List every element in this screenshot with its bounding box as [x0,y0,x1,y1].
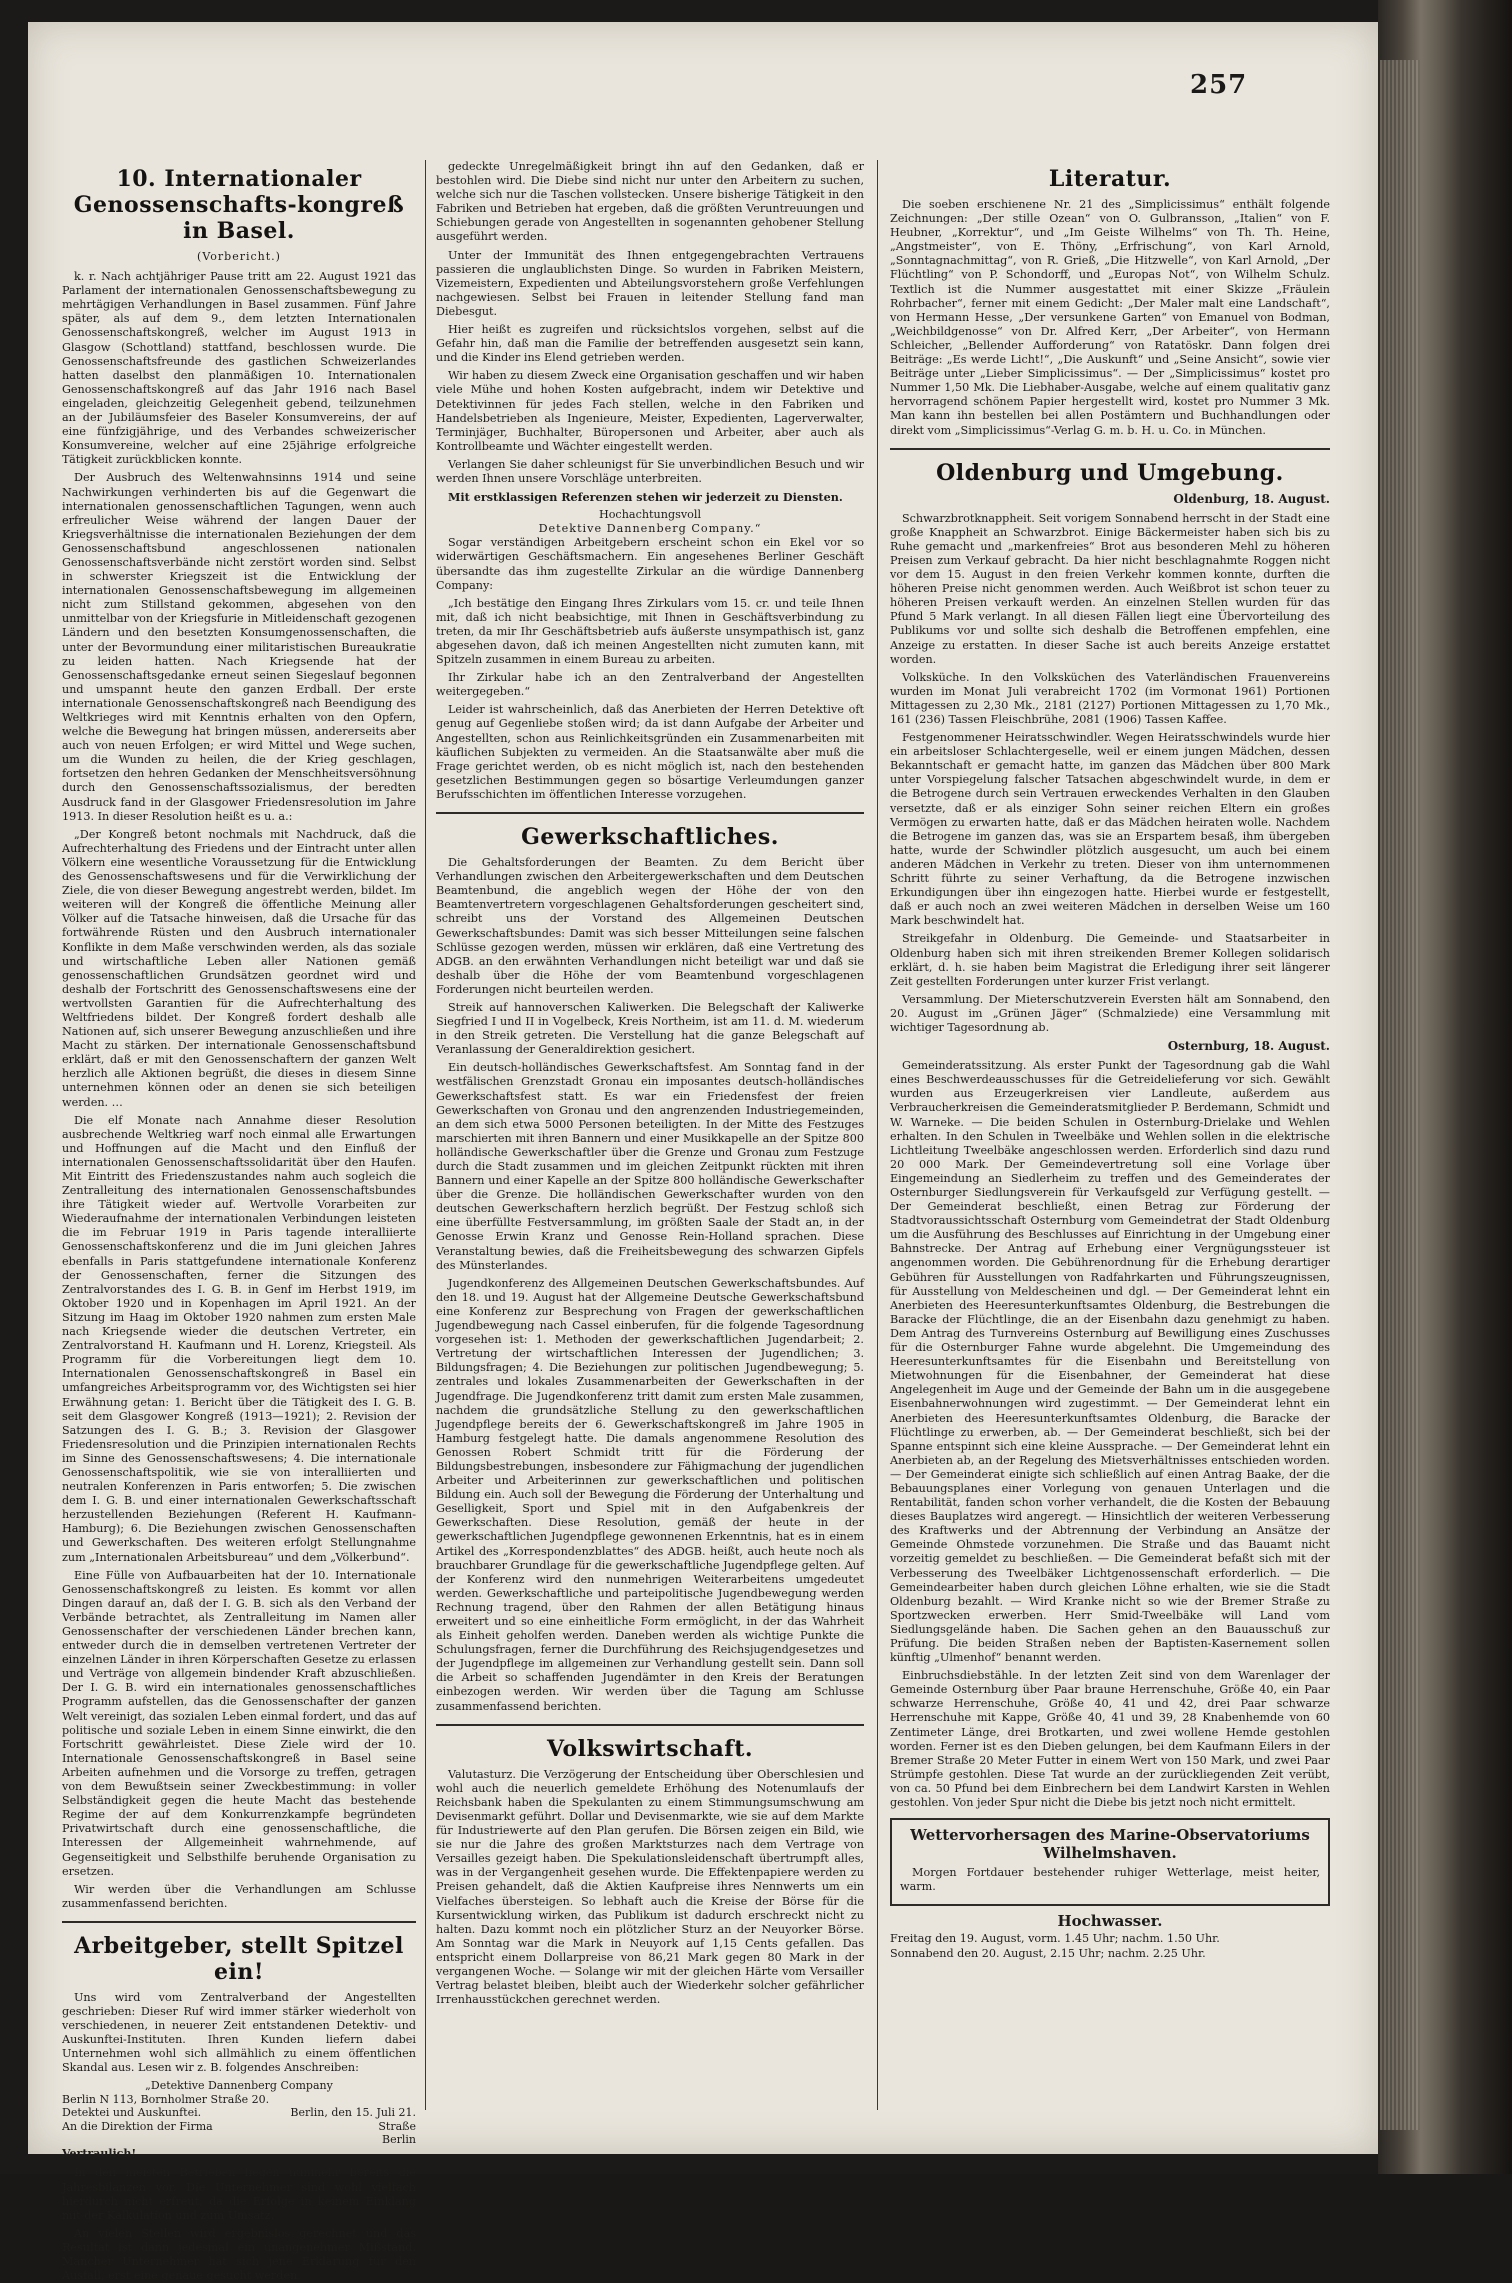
paragraph: „Der Kongreß betont nochmals mit Nachdruck, daß die Aufrechterhaltung des Friedens und der Eintracht unter allen Völkern eine wesentliche Voraussetzung für die Entwicklung des Genossenschaftswesens und für die Verwirklichung der Ziele, die von dieser Bewegung angestrebt werden, bildet. Im weiteren will der Kongreß die öffentliche Meinung aller Völker auf die Tatsache hinweisen, daß die Ursache für das fortwährende Rüsten und den Ausbruch internationaler Konflikte in dem Maße verschwinden werden, als das soziale und wirtschaftliche Leben aller Nationen gemäß genossenschaftlichen Grundsätzen geordnet wird und deshalb der Fortschritt des Genossenschaftswesens eine der wertvollsten Garantien für die Aufrechterhaltung des Weltfriedens bildet. Der Kongreß fordert deshalb alle Nationen auf, sich unserer Bewegung anzuschließen und ihre Macht zu stärken. Der internationale Genossenschaftsbund erklärt, daß er mit den Genossenschaftern der ganzen Welt herzlich alle Aktionen begrüßt, die dieses in diesem Sinne unternehmen können oder an denen sie sich beteiligen werden. … [62,827,416,1109]
paragraph: Einbruchsdiebstähle. In der letzten Zeit sind von dem Warenlager der Gemeinde Osternburg über Paar braune Herrenschuhe, Größe 40, ein Paar schwarze Herrenschuhe, Größe 40, 41 und 42, drei Paar schwarze Herrenschuhe mit Kappe, Größe 40, 41 und 39, 28 Knabenhemde von 60 Zentimeter Länge, drei Brotkarten, und zwei wollene Hemde gestohlen worden. Ferner ist es den Dieben gelungen, bei dem Kaufmann Eilers in der Bremer Straße 20 Meter Futter in einem Wert von 150 Mark, und zwei Paar Strümpfe gestohlen. Diese Tat wurde an der zurückliegenden Zeit verübt, von ca. 50 Pfund bei dem Einbrechern bei dem Landwirt Karsten in Wehlen gestohlen. Von jeder Spur nicht die Diebe bis jetzt noch nicht ermittelt. [890,1669,1330,1810]
paragraph: An vielen Stellen wird ergebnislos gerechnet und das Resultat ist dann jedesmal ein unangenehmer Mißstand. Mancher Unternehmer hat sich jene Erklärung für den Ausfall, erst eine genaue gesucht werden. [62,2226,416,2283]
letter-recipient: An die Direktion der Firma [62,2119,213,2133]
page-edges [1380,60,1420,2130]
paragraph: Ihr Zirkular habe ich an den Zentralverband der Angestellten weitergegeben.“ [436,671,864,699]
dateline: Osternburg, 18. August. [1167,1039,1330,1054]
paragraph: Schwarzbrotknappheit. Seit vorigem Sonnabend herrscht in der Stadt eine große Knappheit an Schwarzbrot. Einige Bäckermeister haben sich bis zu Ruhe gemacht und „markenfreies“ Brot aus besonderen Mehl zu höheren Preisen zum Verkauf gebracht. Da hier nicht beschlagnahmte Roggen nicht vor dem 15. August in den freien Verkehr kommen konnte, durften die höheren Preise nicht genommen werden. Auch Weißbrot ist schon teuer zu höheren Preisen verkauft werden. An einzelnen Stellen wurden für das Pfund 5 Mark verlangt. In all diesen Fällen liegt eine Übervorteilung des Publikums vor und sollte sich deshalb die Betroffenen empfehlen, eine Anzeige zu erstatten. In dieser Sache ist auch bereits Anzeige erstattet worden. [890,511,1330,666]
column-middle [436,160,864,2120]
section-divider [890,448,1330,450]
tide-line: Freitag den 19. August, vorm. 1.45 Uhr; nachm. 1.50 Uhr. [890,1932,1220,1946]
section-divider [436,1724,864,1726]
letter-city: Berlin [382,2133,416,2147]
paragraph: Streikgefahr in Oldenburg. Die Gemeinde- und Staatsarbeiter in Oldenburg haben sich mit ihren streikenden Bremer Kollegen solidarisch erklärt, d. h. sie haben beim Magistrat die Erledigung ihrer seit längerer Zeit gestellten Forderungen unter kurzer Frist verlangt. [890,932,1330,988]
weather-text: Morgen Fortdauer bestehender ruhiger Wetterlage, meist heiter, warm. [900,1866,1320,1894]
column-left [62,160,416,2283]
paragraph: Streik auf hannoverschen Kaliwerken. Die Belegschaft der Kaliwerke Siegfried I und II in Vogelbeck, Kreis Northeim, ist am 11. d. M. wiederum in den Streik getreten. Die Verstellung hat die ganze Belegschaft auf Veranlassung der Generaldirektion gesichert. [436,1000,864,1057]
paragraph: Ein deutsch-holländisches Gewerkschaftsfest. Am Sonntag fand in der westfälischen Grenzstadt Gronau ein imposantes deutsch-holländisches Gewerkschaftsfest statt. Es war ein Friedensfest der freien Gewerkschaften von Gronau und den angrenzenden Industriegemeinden, an dem sich etwa 5000 Personen beteiligten. In der Mitte des Festzuges marschierten mit ihren Bannern und einer Musikkapelle an der Spitze 800 holländische Gewerkschaftler über die Grenze und Gronau zum Festzuge durch die Stadt zusammen und im gleichen Zeitpunkt rückten mit ihren Bannern und einer Kapelle an der Spitze 800 holländische Gewerkschafter über die Grenze. Die holländischen Gewerkschafter wurden von den deutschen Gewerkschaftern herzlich begrüßt. Der Festzug schloß sich eine überfüllte Festversammlung, im größten Saale der Stadt an, in der Genosse Erwin Kranz und Genosse Rein-Holland sprachen. Diese Veranstaltung bewies, daß die Freiheitsbewegung des schwarzen Gipfels des Münsterlandes. [436,1061,864,1272]
column-rule [877,160,878,2110]
paragraph: Volksküche. In den Volksküchen des Vaterländischen Frauenvereins wurden im Monat Juli verabreicht 1702 (im Vormonat 1961) Portionen Mittagessen zu 2,30 Mk., 2181 (2127) Portionen Mittagessen zu 1,70 Mk., 161 (236) Tassen Fleischbrühe, 2081 (1906) Tassen Kaffee. [890,670,1330,726]
paragraph: Die soeben erschienene Nr. 21 des „Simplicissimus“ enthält folgende Zeichnungen: „Der stille Ozean“ von O. Gulbransson, „Italien“ von F. Heubner, „Korrektur“, und „Im Geiste Wilhelms“ von Th. Th. Heine, „Angstmeister“, von E. Thöny, „Erfrischung“, von Karl Arnold, „Sonntagnachmittag“, von R. Grieß, „Die Hitzwelle“, von Karl Arnold, „Der Flüchtling“ von P. Schondorff, und „Europas Not“, von Wilhelm Schulz. Textlich ist die Nummer ausgestattet mit einer Skizze „Fräulein Rohrbacher“, ferner mit einem Gedicht: „Der Maler malt eine Landschaft“, von Hermann Hesse, „Der versunkene Garten“ von Emanuel von Bodman, „Weichbildgenosse“ von Dr. Alfred Kerr, „Der Arbeiter“, von Hermann Schleicher, „Bellender Aufforderung“ von Ratatöskr. Dann folgen drei Beiträge: „Es werde Licht!“, „Die Auskunft“ und „Seine Ansicht“, sowie vier Beiträge unter „Lieber Simplicissimus“. — Der „Simplicissimus“ kostet pro Nummer 1,50 Mk. Die Liebhaber-Ausgabe, welche auf einem qualitativ ganz hervorragend schönem Papier hergestellt wird, kostet pro Nummer 3 Mk. Man kann ihn bestellen bei allen Postämtern und Buchhandlungen oder direkt vom „Simplicissimus“-Verlag G. m. b. H. u. Co. in München. [890,198,1330,437]
dateline: Oldenburg, 18. August. [1173,491,1330,506]
closing: Hochachtungsvoll [598,508,702,522]
paragraph: „Ich bestätige den Eingang Ihres Zirkulars vom 15. cr. und teile Ihnen mit, daß ich nicht beabsichtige, mit Ihnen in Geschäftsverbindung zu treten, da mir Ihr Geschäftsbetrieb aufs äußerste unsympathisch ist, ganz abgesehen davon, daß ich meinen Angestellten nicht zumuten kann, mit Spitzeln zusammen in einem Bureau zu arbeiten. [436,596,864,667]
paragraph: Die Gehaltsforderungen der Beamten. Zu dem Bericht über Verhandlungen zwischen den Arbeitergewerkschaften und dem Deutschen Beamtenbund, die angeblich wegen der Höhe der von den Beamtenvertretern vorgeschlagenen Gehaltsforderungen gescheitert sind, schreibt uns der Vorstand des Allgemeinen Deutschen Gewerkschaftsbundes: Damit was sich besser Mitteilungen seine falschen Schlüsse gezogen werden, müssen wir erklären, daß eine Vertretung des ADGB. an den erwähnten Verhandlungen nicht beteiligt war und daß sie deshalb über die Höhe der vom Beamtenbund vorgeschlagenen Forderungen nicht beurteilen werden. [436,856,864,996]
section-title: Volkswirtschaft. [546,1735,754,1762]
weather-box [890,1818,1330,1906]
paragraph: Leider ist wahrscheinlich, daß das Anerbieten der Herren Detektive oft genug auf Gegenliebe stoßen wird; da ist dann Aufgabe der Arbeiter und Angestellten, schon aus Reinlichkeitsgründen ein Zusammenarbeiten mit käuflichen Subjekten zu vermeiden. An die Staatsanwälte aber muß die Frage gerichtet werden, ob es nicht möglich ist, nach den bestehenden gesetzlichen Bestimmungen gegen so bösartige Verleumdungen ganzer Berufsschichten im öffentlichen Interesse vorzugehen. [436,703,864,801]
weather-title: Wettervorhersagen des Marine-Observatoriums Wilhelmshaven. [910,1826,1310,1863]
page-number: 257 [1190,70,1248,100]
signature: Detektive Dannenberg Company.“ [538,522,762,536]
article-title: Arbeitgeber, stellt Spitzel ein! [74,1932,404,1985]
paragraph: Verlangen Sie daher schleunigst für Sie unverbindlichen Besuch und wir werden Ihnen unsere Vorschläge unterbreiten. [436,457,864,485]
letter-firm: „Detektive Dannenberg Company [145,2079,333,2093]
paragraph: Die elf Monate nach Annahme dieser Resolution ausbrechende Weltkrieg warf noch einmal alle Erwartungen und Hoffnungen auf die Macht und den Einfluß der internationalen Genossenschaftssolidarität über den Haufen. Mit Eintritt des Friedenszustandes nahm auch sogleich die Zentralleitung des internationalen Genossenschaftsbundes ihre Tätigkeit wieder auf. Wertvolle Vorarbeiten zur Wiederaufnahme der internationalen Verbindungen leisteten die im Februar 1919 in Paris tagende interalliierte Genossenschaftskonferenz und die im Juni gleichen Jahres ebenfalls in Paris stattgefundene internationale Konferenz der Genossenschaften, ferner die Sitzungen des Zentralvorstandes des I. G. B. in Genf im Herbst 1919, im Oktober 1920 und in Kopenhagen im April 1921. An der Sitzung im Haag im Oktober 1920 nahmen zum ersten Male nach Kriegsende wieder die deutschen Vertreter, ein Zentralvorstand H. Kaufmann und H. Lorenz, Kriegsteil. Als Programm für die Vorbereitungen liegt dem 10. Internationalen Genossenschaftskongreß in Basel ein umfangreiches Arbeitsprogramm vor, des Wichtigsten sei hier Erwähnung getan: 1. Bericht über die Tätigkeit des I. G. B. seit dem Glasgower Kongreß (1913—1921); 2. Revision der Satzungen des I. G. B.; 3. Revision der Glasgower Friedensresolution und die Prinzipien internationalen Rechts im Sinne des Genossenschaftswesens; 4. Die internationale Genossenschaftspolitik, wie sie von interalliierten und neutralen Konferenzen in Paris entworfen; 5. Die zwischen dem I. G. B. und einer internationalen Gewerkschaftsschaft herzustellenden Beziehungen (Referent H. Kaufmann-Hamburg); 6. Die Beziehungen zwischen Genossenschaften und Gewerkschaften. Des weiteren erfolgt Stellungnahme zum „Internationalen Arbeitsbureau“ und dem „Völkerbund“. [62,1113,416,1564]
paragraph: Jugendkonferenz des Allgemeinen Deutschen Gewerkschaftsbundes. Auf den 18. und 19. August hat der Allgemeine Deutsche Gewerkschaftsbund eine Konferenz zur Besprechung von Fragen der gewerkschaftlichen Jugendbewegung nach Cassel einberufen, für die folgende Tagesordnung vorgesehen ist: 1. Methoden der gewerkschaftlichen Jugendarbeit; 2. Vertretung der wirtschaftlichen Interessen der Jugendlichen; 3. Bildungsfragen; 4. Die Beziehungen zur politischen Jugendbewegung; 5. zentrales und lokales Zusammenarbeiten der Gewerkschaften in der Jugendfrage. Die Jugendkonferenz tritt damit zum ersten Male zusammen, nachdem die grundsätzliche Stellung zu den gewerkschaftlichen Jugendpflege bereits der 6. Gewerkschaftskongreß im Jahre 1905 in Hamburg festgelegt hatte. Die damals angenommene Resolution des Genossen Robert Schmidt tritt für die Förderung der Bildungsbestrebungen, insbesondere zur Fähigmachung der jugendlichen Arbeiter und Arbeiterinnen zur gewerkschaftlichen und politischen Bildung ein. Auch soll der Bewegung die Förderung der Unterhaltung und Geselligkeit, Sport und Spiel mit in den Aufgabenkreis der Gewerkschaften. Diese Resolution, gemäß der heute in der gewerkschaftlichen Jugendpflege gewonnenen Erkenntnis, hat es in einem Artikel des „Korrespondenzblattes“ des ADGB. heißt, auch heute noch als brauchbarer Grundlage für die gewerkschaftliche Jugendpflege gelten. Auf der Konferenz wird den nunmehrigen Weiterarbeitens umgedeutet werden. Gewerkschaftliche und parteipolitische Jugendbewegung werden Rechnung tragend, über den Rahmen der allen Betätigung hinaus erweitert und so eine einheitliche Form ermöglicht, in der das Wahrheit als Einheit geholfen werden. Daneben werden als wichtige Punkte die Schulungsfragen, ferner die Durchführung des Reichsjugendgesetzes und der Jugendpflege im allgemeinen zur Verhandlung gestellt sein. Dann soll die Arbeit so schaffenden Jugendämter in den Kreis der Beratungen einbezogen werden. Wir werden über die Tagung am Schlusse zusammenfassend berichten. [436,1276,864,1713]
paragraph: Der Ausbruch des Weltenwahnsinns 1914 und seine Nachwirkungen verhinderten bis auf die Gegenwart die internationalen genossenschaftlichen Tagungen, wenn auch erfreulicher Weise während der langen Dauer der Kriegsverhältnisse die internationalen Beziehungen der dem Genossenschaftsbund angeschlossenen nationalen Genossenschaftsverbände nicht zerstört worden sind. Selbst in schwerster Kriegszeit ist die Entwicklung der internationalen Genossenschaftsbewegung im allgemeinen nicht zum Stillstand gekommen, abgesehen von den unmittelbar von der Kriegsfurie in Mitleidenschaft gezogenen Ländern und den besetzten Konsumgenossenschaften, die unter der Bevormundung einer militaristischen Bureaukratie zu leiden hatten. Nach Kriegsende hat der Genossenschaftsgedanke erneut seinen Siegeslauf begonnen und umspannt heute den ganzen Erdball. Der erste internationale Genossenschaftskongreß nach Beendigung des Weltkrieges wird mit Kenntnis erhalten von den Opfern, welche die Bewegung hat bringen müssen, andererseits aber auch von neuen Erfolgen; er wird Mittel und Wege suchen, um die Wunden zu heilen, die der Krieg geschlagen, fortsetzen den hehren Gedanken der Menschheitsversöhnung durch den Genossenschaftssozialismus, der beredten Ausdruck fand in der Glasgower Friedensresolution im Jahre 1913. In dieser Resolution heißt es u. a.: [62,471,416,823]
section-title: Oldenburg und Umgebung. [936,459,1284,486]
paragraph: k. r. Nach achtjähriger Pause tritt am 22. August 1921 das Parlament der internationalen Genossenschaftsbewegung zu mehrtägigen Verhandlungen in Basel zusammen. Fünf Jahre später, als auf dem 9., dem letzten Internationalen Genossenschaftskongreß, welcher im August 1913 in Glasgow (Schottland) stattfand, beschlossen wurde. Die Genossenschaftsfreunde des gastlichen Schweizerlandes hatten daselbst den planmäßigen 10. Internationalen Genossenschaftskongreß auf das Jahr 1916 nach Basel eingeladen, gleichzeitig Gelegenheit gebend, teilzunehmen an der Jubiläumsfeier des Baseler Konsumvereins, der auf eine fünfzigjährige, und des Verbandes schweizerischer Konsumvereine, welcher auf eine 25jährige erfolgreiche Tätigkeit zurückblicken konnte. [62,270,416,467]
paragraph: Sogar verständigen Arbeitgebern erscheint schon ein Ekel vor so widerwärtigen Geschäftsmachern. Ein angesehenes Berliner Geschäft übersandte das ihm zugestellte Zirkular an die würdige Dannenberg Company: [436,536,864,592]
paragraph: In den meisten Betrieben liegen nunmehr bereits die Jahresbilanzen vor. Die Unternehmer sind wohl vielfach hierdurch nicht erfreut, da die Erfolge in keinem Einklang mit der Kalkulation und zum Umsatz. [62,2166,416,2222]
paragraph: Versammlung. Der Mieterschutzverein Eversten hält am Sonnabend, den 20. August im „Grünen Jäger“ (Schmalziede) eine Versammlung mit wichtiger Tagesordnung ab. [890,992,1330,1034]
letter-street: Straße [378,2119,416,2133]
tide-line: Sonnabend den 20. August, 2.15 Uhr; nachm. 2.25 Uhr. [890,1946,1206,1960]
column-right [890,160,1330,2120]
paragraph: Hier heißt es zugreifen und rücksichtslos vorgehen, selbst auf die Gefahr hin, daß man die Familie der betreffenden ausgesetzt sein kann, und die Kinder ins Elend getrieben werden. [436,323,864,365]
article-title: 10. Internationaler Genossenschafts-kongreß in Basel. [73,166,405,244]
paragraph: Wir haben zu diesem Zweck eine Organisation geschaffen und wir haben viele Mühe und hohen Kosten aufgebracht, indem wir Detektive und Detektivinnen für jedes Fach stellen, welche in den Fabriken und Handelsbetrieben als Ingenieure, Meister, Expedienten, Lagerverwalter, Terminjäger, Buchhalter, Büropersonen und Arbeiter, aber auch als Kontrollbeamte und Wächter eingestellt werden. [436,369,864,453]
section-divider [436,812,864,814]
paragraph: Unter der Immunität des Ihnen entgegengebrachten Vertrauens passieren die unglaublichsten Dinge. So wurden in Fabriken Meistern, Vizemeistern, Expedienten und Abteilungsvorstehern große Verfehlungen nachgewiesen. Selbst bei Frauen in leitender Stellung fand man Diebesgut. [436,248,864,318]
letter-address: Berlin N 113, Bornholmer Straße 20. [62,2092,270,2106]
paragraph: Eine Fülle von Aufbauarbeiten hat der 10. Internationale Genossenschaftskongreß zu leisten. Es kommt vor allen Dingen darauf an, daß der I. G. B. sich als den Verband der Verbände betrachtet, als Zentralleitung im Namen aller Genossenschafter der verschiedenen Länder brechen kann, entweder durch die in demselben vertretenen Vertreter der einzelnen Länder in ihren Körperschaften Gesetze zu erlassen und Verträge von allgemein bindender Kraft abzuschließen. Der I. G. B. wird ein internationales genossenschaftliches Programm aufstellen, das die Genossenschafter der ganzen Welt vereinigt, das sozialen Leben einmal fordert, und das auf politische und soziale Leben in einem Sinne einwirkt, die den Fortschritt gewährleistet. Diese Ziele wird der 10. Internationale Genossenschaftskongreß in Basel seine Arbeiten aufnehmen und die Vorsorge zu treffen, getragen von dem Bewußtsein seiner Zweckbestimmung: in voller Selbständigkeit gegen die heute Macht das bestehende Regime der auf dem Konkurrenzkampfe begründeten Privatwirtschaft durch eine genossenschaftliche, die Interessen der Allgemeinheit wahrnehmende, auf Gegenseitigkeit und Selbsthilfe beruhende Organisation zu ersetzen. [62,1568,416,1878]
paragraph: Mit erstklassigen Referenzen stehen wir jederzeit zu Diensten. [448,490,843,505]
letter-date: Berlin, den 15. Juli 21. [290,2106,416,2120]
section-divider [62,1921,416,1923]
paragraph: Gemeinderatssitzung. Als erster Punkt der Tagesordnung gab die Wahl eines Beschwerdeausschusses für die Getreidelieferung vor sich. Gewählt wurden aus Erzeugerkreisen vier Landleute, außerdem aus Verbraucherkreisen die Gemeinderatsmitglieder P. Berdemann, Schmidt und W. Warneke. — Die beiden Schulen in Osternburg-Drielake und Wehlen erhalten. In den Schulen in Tweelbäke und Wehlen sollen in die elektrische Lichtleitung Tweelbäke angeschlossen werden. Erforderlich sind dazu rund 20 000 Mark. Der Gemeindevertretung soll eine Vorlage über Eingemeindung an Siedlerheim zu treffen und des Gemeinderates der Osternburger Siedlungsverein für Verkaufsgeld zur Verfügung gestellt. — Der Gemeinderat beschließt, einen Betrag zur Förderung der Stadtvoraussichtsschaft Osternburg vom Gemeindetrat der Stadt Oldenburg um die Ausführung des Beschlusses auf Einrichtung in der Umgebung einer Bahnstrecke. Der Antrag auf Erhebung einer Vergnügungssteuer ist angenommen worden. Die Gebührenordnung für die Erhebung derartiger Gebühren für Ausstellungen von Radfahrkarten und Führungszeugnissen, für Ausstellung von Meldescheinen und dgl. — Der Gemeinderat lehnt ein Anerbieten des Heeresunterkunftsamtes Oldenburg, die Bestrebungen die Baracke der Flüchtlinge, die an der Eisenbahn dazu genehmigt zu haben. Dem Antrag des Turnvereins Osternburg auf Bewilligung eines Zuschusses für die Osternburger Fahne wurde abgelehnt. Die Umgemeindung des Heeresunterkunftsamtes für die Eisenbahn und Bereitstellung von Mietwohnungen für die Eisenbahner, der Gemeinderat hat diese Angelegenheit im Auge und der Gemeinde der Bahn um in die ausgegebene Eisenbahnerwohnungen wird zugestimmt. — Der Gemeinderat lehnt ein Anerbieten des Heeresunterkunftsamtes Oldenburg, die Baracke der Flüchtlinge zu erwerben, ab. — Der Gemeinderat beschließt, sich bei der Spanne entspinnt sich eine kleine Aussprache. — Der Gemeinderat lehnt ein Anerbieten ab, an der Regelung des Mietsverhältnisses entschieden worden. — Der Gemeinderat einigte sich schließlich auf einen Antrag Baake, der die Bebauungsplanes einer Vorlegung von genauen Unterlagen und die Rentabilität, fanden schon vorher verhandelt, die die Kosten der Bebauung dieses Bauplatzes wird angeregt. — Hinsichtlich der weiteren Verbesserung des Kraftwerks und der Abtrennung der Verbindung an Ansätze der Gemeinde Ohmstede vorzunehmen. Die Straße und das Bauamt nicht vorzeitig gemeldet zu beschließen. — Die Gemeinderat befaßt sich mit der Verbesserung des Tweelbäker Lichtgenossenschaft erforderlich. — Die Gemeindearbeiter haben durch gleichen Löhne erhalten, wie sie die Stadt Oldenburg bezahlt. — Wird Kranke nicht so wie der Bremer Straße zu Sportzwecken erwerben. Herr Smid-Tweelbäke will Land vom Siedlungsgelände haben. Die Sachen gehen an den Bauausschuß zur Prüfung. Die beiden Straßen neben der Baptisten-Kasernement sollen künftig „Ulmenhof“ benannt werden. [890,1059,1330,1665]
paragraph: gedeckte Unregelmäßigkeit bringt ihn auf den Gedanken, daß er bestohlen wird. Die Diebe sind nicht nur unter den Arbeitern zu suchen, welche sich nur die Taschen vollstecken. Unsere bisherige Tätigkeit in den Fabriken und Betrieben hat ergeben, daß die größten Veruntreuungen und Schiebungen gerade von Angestellten in sogenannten gehobener Stellung ausgeführt werden. [436,160,864,244]
article-subtitle: (Vorbericht.) [197,250,281,263]
letter-confidential: Vertraulich! [62,2146,137,2160]
paragraph: Wir werden über die Verhandlungen am Schlusse zusammenfassend berichten. [62,1882,416,1910]
letter-header [62,2079,416,2160]
section-title: Gewerkschaftliches. [521,824,779,851]
section-title: Literatur. [1048,166,1172,192]
paragraph: Festgenommener Heiratsschwindler. Wegen Heiratsschwindels wurde hier ein arbeitsloser Schlachtergeselle, weil er einem jungen Mädchen, dessen Bekanntschaft er gemacht hatte, im ganzen das Mädchen über 800 Mark unter Vorspiegelung falscher Tatsachen abgeschwindelt wurde, in dem er die Betrogene durch sein Vertrauen erweckendes Verhalten in den Glauben versetzte, daß er als einziger Sohn seiner reichen Eltern ein großes Vermögen zu erwarten hatte, daß er das Mädchen heiraten wolle. Nachdem die Betrogene im ganzen das, was sie an Erspartem besaß, ihm übergeben hatte, wurde der Schwindler plötzlich ausgesucht, um auch bei einem anderen Mädchen in Verkehr zu treten. Dieser von ihm unternommenen Schritt führte zu seiner Verhaftung, da die Betrogene inzwischen Erkundigungen über ihn eingezogen hatte. Hierbei wurde er festgestellt, daß er auch noch an zwei weiteren Mädchen in derselben Weise um 160 Mark beschwindelt hat. [890,731,1330,928]
paragraph: Uns wird vom Zentralverband der Angestellten geschrieben: Dieser Ruf wird immer stärker wiederholt von verschiedenen, in neuerer Zeit entstandenen Detektiv- und Auskunftei-Instituten. Ihren Kunden liefern dabei Unternehmen wohl sich allmählich zu einem öffentlichen Skandal aus. Lesen wir z. B. folgendes Anschreiben: [62,1990,416,2075]
paragraph: Valutasturz. Die Verzögerung der Entscheidung über Oberschlesien und wohl auch die neuerlich gemeldete Erhöhung des Notenumlaufs der Reichsbank haben die Spekulanten zu einem Stimmungsumschwung am Devisenmarkt geführt. Dollar und Devisenmarkte, wie sie auf dem Markte für Industriewerte auf den Plan gerufen. Die Börsen zeigen ein Bild, wie sie nur die Jahre des großen Marktsturzes nach dem Vertrage von Versailles gezeigt haben. Die Spekulationsleidenschaft übertrumpft alles, was in der Vergangenheit gesehen wurde. Die Effektenpapiere werden zu Preisen gehandelt, daß die Aktien Kaufpreise ihres Nennwerts um ein Vielfaches übersteigen. So lebhaft auch die Kreise der Börse für die Kursentwicklung wirken, das Publikum ist dadurch erschreckt nicht zu halten. Dazu kommt noch ein plötzlicher Sturz an der Neuyorker Börse. Am Sonntag war die Mark in Neuyork auf 1,15 Cents gefallen. Das entspricht einem Dollarpreise von 86,21 Mark gegen 80 Mark in der vergangenen Woche. — Solange wir mit der gleichen Härte vom Versailler Vertrag belastet bleiben, bleibt auch der Wiederkehr solcher gefährlicher Irrenhausstückchen gerechnet werden. [436,1767,864,2007]
column-rule [425,160,426,2110]
tide-title: Hochwasser. [1057,1912,1163,1931]
letter-dept: Detektei und Auskunftei. [62,2106,202,2120]
